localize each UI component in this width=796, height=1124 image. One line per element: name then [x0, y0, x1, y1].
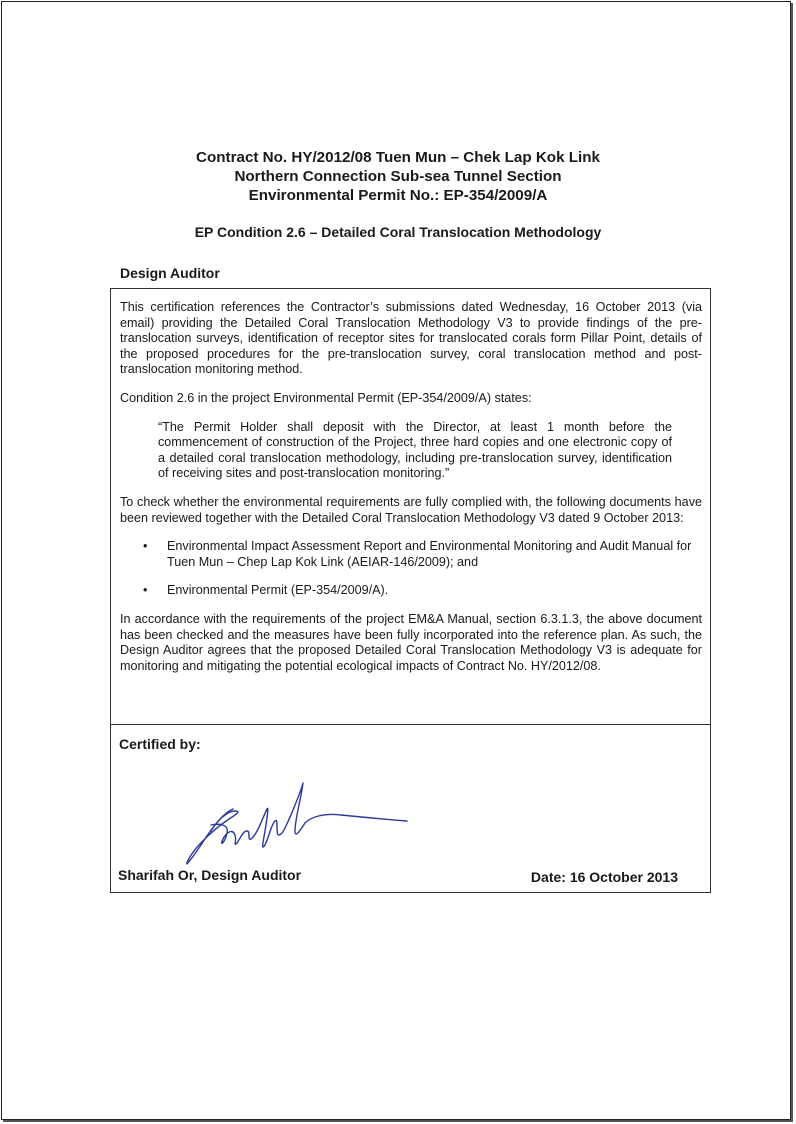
signer-name: Sharifah Or, Design Auditor [118, 867, 302, 883]
document-header [0, 148, 796, 205]
certification-text [111, 289, 710, 725]
paragraph-condition: Condition 2.6 in the project Environmental Permit (EP-354/2009/A) states: [120, 390, 532, 405]
signature-image [171, 759, 411, 869]
condition-quote: “The Permit Holder shall deposit with the Director, at least 1 month before the commencement of construction of the Project, three hard copies and one electronic copy of a detailed coral translocation methodology, including pre-translocation survey, identification of receiving sites and post-translocation monitoring.” [158, 419, 672, 481]
contract-title: Contract No. HY/2012/08 Tuen Mun – Chek Lap Kok Link [196, 149, 600, 166]
list-item-text: Environmental Permit (EP-354/2009/A). [167, 583, 389, 598]
paragraph-review: To check whether the environmental requirements are fully complied with, the following documents have been reviewed together with the Detailed Coral Translocation Methodology V3 dated 9 October 2013: [120, 494, 702, 525]
permit-number: Environmental Permit No.: EP-354/2009/A [248, 187, 548, 204]
paragraph-submission: This certification references the Contractor’s submissions dated Wednesday, 16 October 2013 (via email) providing the Detailed Coral Translocation Methodology V3 to provide findings of the pre-translocation surveys, identification of receptor sites for translocated corals form Pillar Point, details of the proposed procedures for the pre-translocation survey, coral translocation method and post-translocation monitoring method. [120, 300, 702, 377]
paragraph-conclusion: In accordance with the requirements of the project EM&A Manual, section 6.3.1.3, the above document has been checked and the measures have been fully incorporated into the reference plan. As such, the Design Auditor agrees that the proposed Detailed Coral Translocation Methodology V3 is adequate for monitoring and mitigating the potential ecological impacts of Contract No. HY/2012/08. [120, 611, 702, 673]
bullet-icon: • [143, 583, 148, 598]
list-item [120, 583, 702, 599]
condition-title: EP Condition 2.6 – Detailed Coral Translocation Methodology [194, 224, 602, 240]
bullet-icon: • [143, 539, 148, 554]
list-item [120, 539, 702, 570]
list-item-text: Environmental Impact Assessment Report and Environmental Monitoring and Audit Manual for Tuen Mun – Chep Lap Kok Link (AEIAR-146/2009); and [167, 539, 692, 569]
section-title: Northern Connection Sub-sea Tunnel Section [234, 168, 562, 185]
certification-date: Date: 16 October 2013 [530, 869, 678, 885]
certification-box [110, 288, 711, 893]
document-list [120, 539, 702, 599]
certified-by-label: Certified by: [119, 736, 201, 752]
signature-stroke [187, 783, 407, 864]
design-auditor-label: Design Auditor [120, 265, 220, 281]
